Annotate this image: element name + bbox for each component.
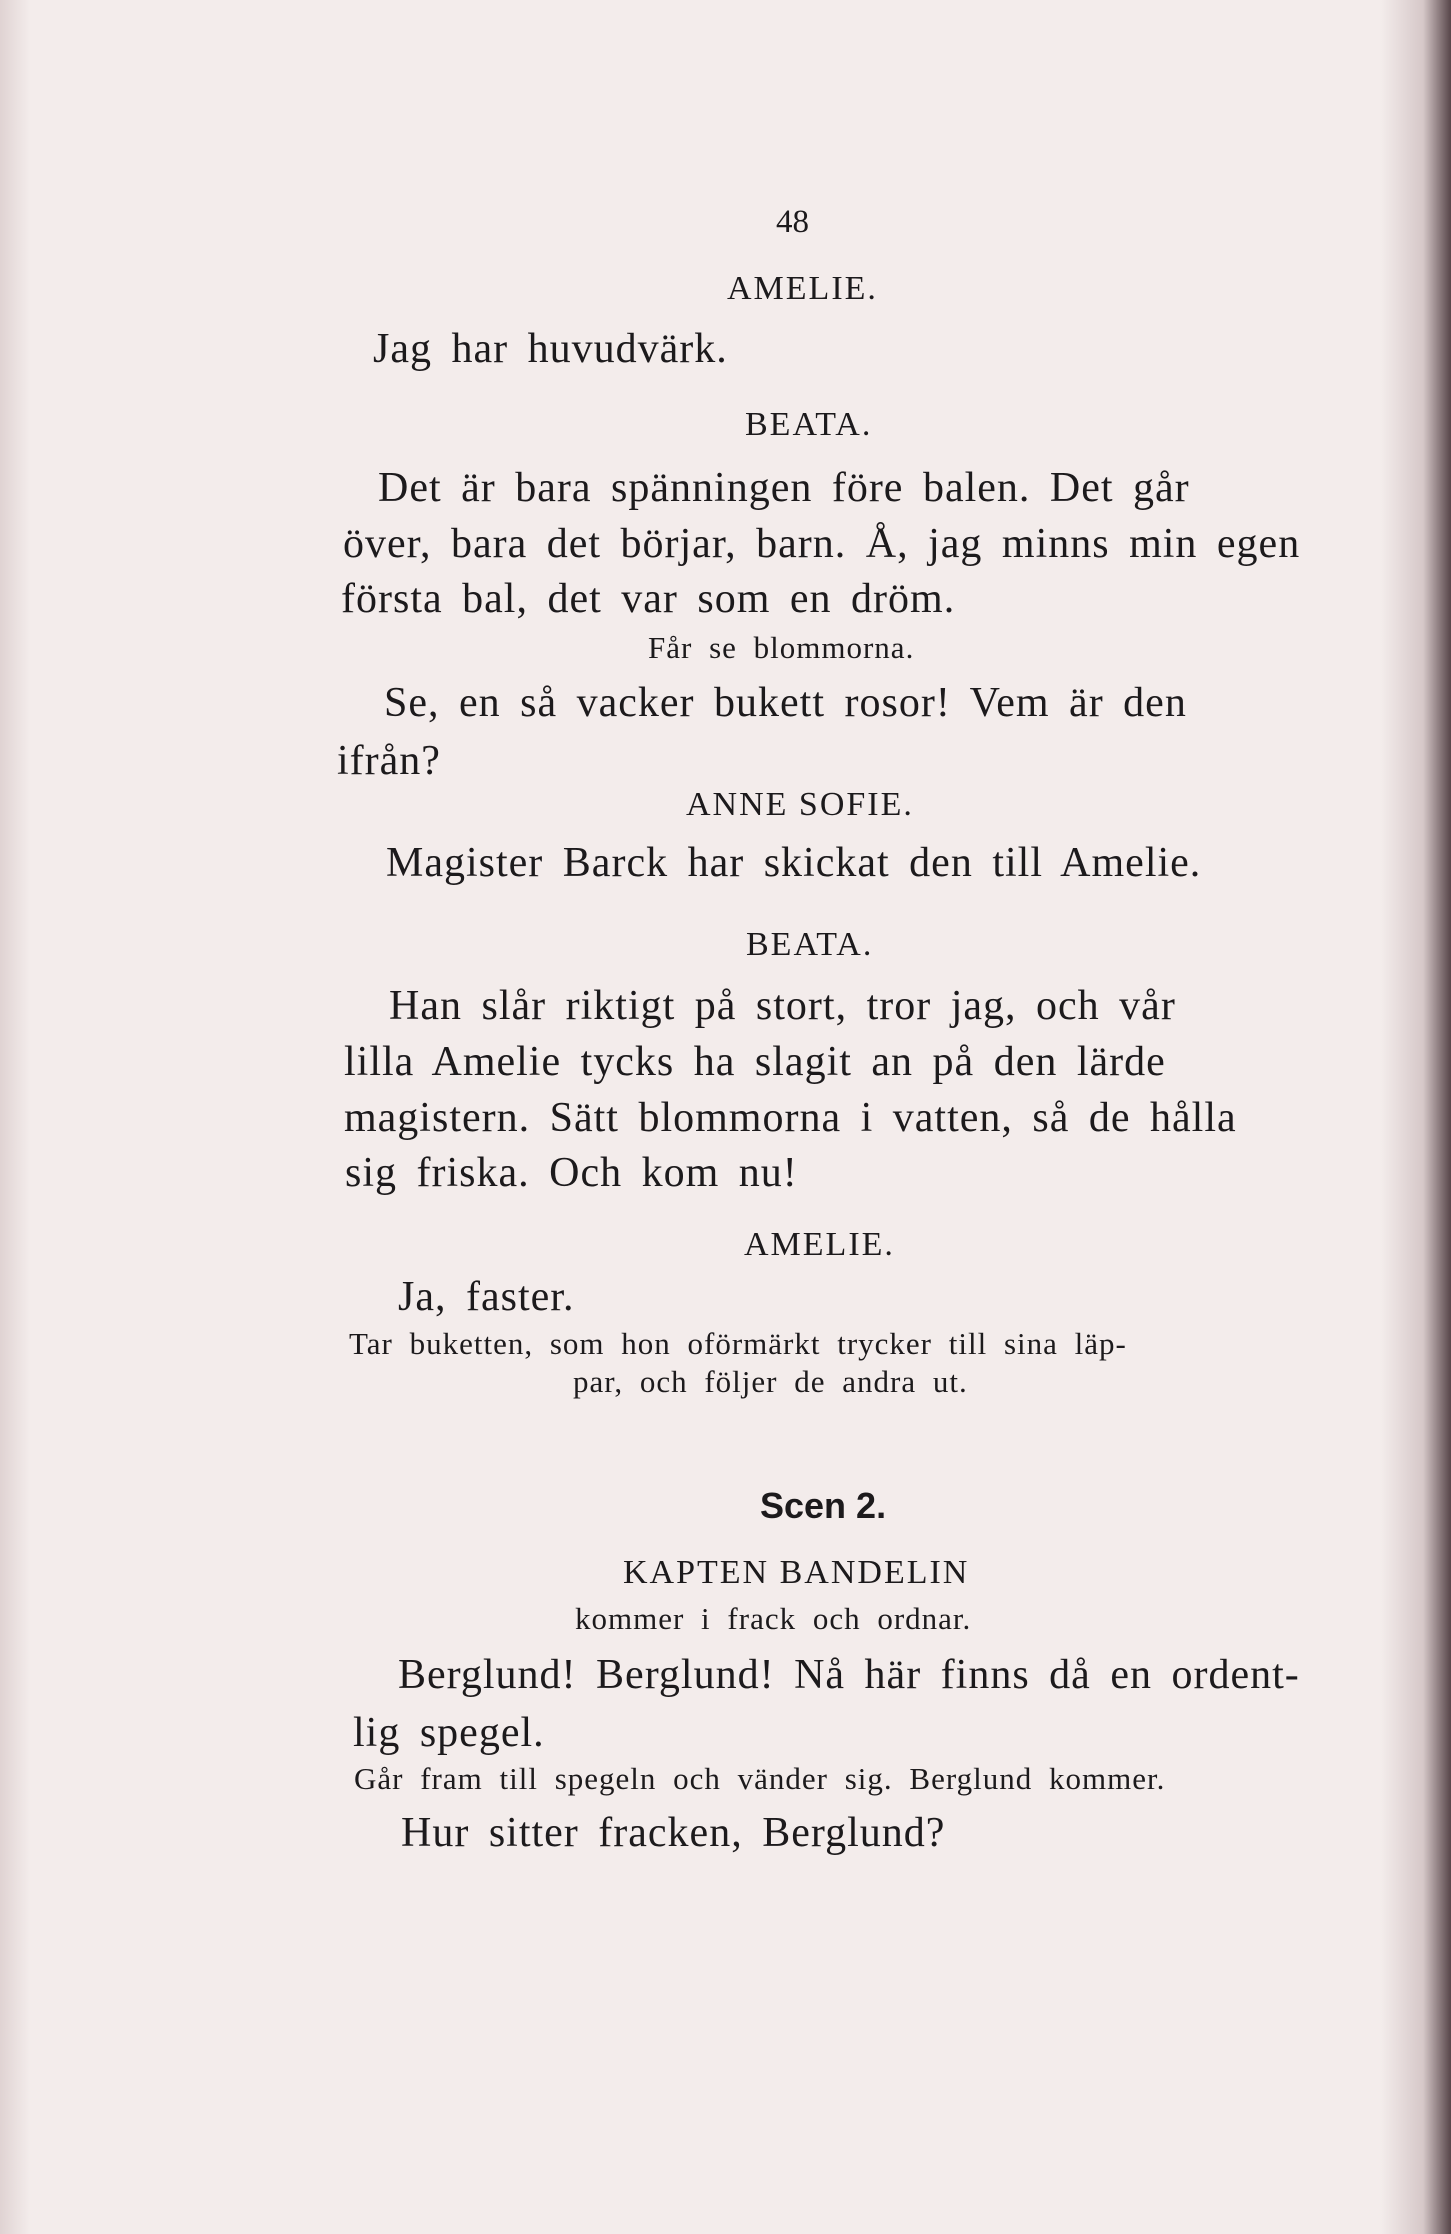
page-left-shadow xyxy=(0,0,30,2234)
speaker-amelie-1: AMELIE. xyxy=(727,270,878,307)
speaker-beata-2: BEATA. xyxy=(746,926,874,963)
dialogue-line: över, bara det börjar, barn. Å, jag minns min egen xyxy=(343,521,1301,567)
dialogue-line: ifrån? xyxy=(337,738,441,784)
speaker-kapten-bandelin: KAPTEN BANDELIN xyxy=(623,1554,970,1591)
dialogue-line: första bal, det var som en dröm. xyxy=(341,576,956,622)
dialogue-line: Se, en så vacker bukett rosor! Vem är den xyxy=(384,680,1187,726)
stage-direction: Får se blommorna. xyxy=(648,630,915,665)
dialogue-line: lig spegel. xyxy=(353,1710,545,1756)
stage-direction: par, och följer de andra ut. xyxy=(573,1364,968,1399)
dialogue-line: sig friska. Och kom nu! xyxy=(345,1150,798,1196)
page-binding-shadow xyxy=(1381,0,1451,2234)
dialogue-line: Magister Barck har skickat den till Amelie. xyxy=(386,840,1202,886)
dialogue-line: Ja, faster. xyxy=(398,1274,575,1320)
dialogue-line: Han slår riktigt på stort, tror jag, och vår xyxy=(389,983,1176,1029)
dialogue-line: Det är bara spänningen före balen. Det går xyxy=(378,465,1190,511)
dialogue-line: Jag har huvudvärk. xyxy=(373,326,728,372)
dialogue-line: Hur sitter fracken, Berglund? xyxy=(401,1810,946,1856)
stage-direction: Tar buketten, som hon oförmärkt trycker till sina läp- xyxy=(349,1326,1127,1361)
dialogue-line: Berglund! Berglund! Nå här finns då en ordent- xyxy=(398,1652,1300,1698)
stage-direction: Går fram till spegeln och vänder sig. Berglund kommer. xyxy=(354,1761,1166,1796)
speaker-anne-sofie: ANNE SOFIE. xyxy=(686,786,914,823)
page-number: 48 xyxy=(776,204,809,240)
speaker-amelie-2: AMELIE. xyxy=(744,1226,895,1263)
stage-direction: kommer i frack och ordnar. xyxy=(575,1601,972,1636)
dialogue-line: lilla Amelie tycks ha slagit an på den lärde xyxy=(344,1039,1166,1085)
speaker-beata-1: BEATA. xyxy=(745,406,873,443)
scene-heading: Scen 2. xyxy=(760,1485,887,1526)
dialogue-line: magistern. Sätt blommorna i vatten, så de hålla xyxy=(344,1095,1237,1141)
